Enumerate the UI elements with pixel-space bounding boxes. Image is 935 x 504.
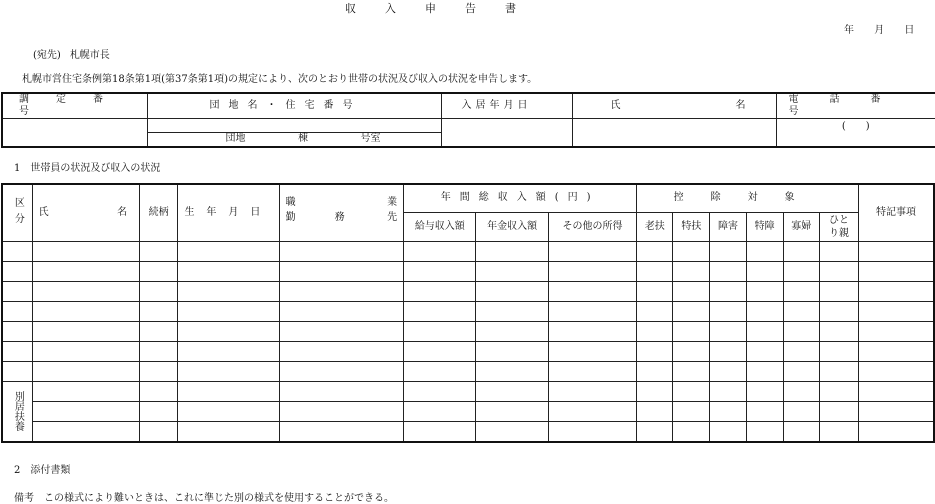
addressee xyxy=(33,46,110,61)
entry-cell[interactable] xyxy=(548,282,636,302)
note-text: この様式により難いときは、これに準じた別の様式を使用することができる。 xyxy=(44,493,394,504)
entry-cell[interactable] xyxy=(404,282,476,302)
entry-cell[interactable] xyxy=(140,342,178,362)
entry-cell[interactable] xyxy=(279,302,404,322)
entry-cell[interactable] xyxy=(673,262,710,282)
entry-cell[interactable] xyxy=(548,422,636,442)
entry-cell[interactable] xyxy=(476,262,548,282)
entry-cell[interactable] xyxy=(746,342,783,362)
entry-cell[interactable] xyxy=(746,282,783,302)
kubun-cell xyxy=(2,302,32,322)
col-tokusho: 特障 xyxy=(746,212,783,241)
entry-cell[interactable] xyxy=(404,242,476,262)
entry-cell[interactable] xyxy=(279,342,404,362)
col-kubun: 区分 xyxy=(2,184,32,242)
entry-cell[interactable] xyxy=(476,402,548,422)
member-row xyxy=(2,362,934,382)
entry-cell[interactable] xyxy=(476,282,548,302)
entry-cell[interactable] xyxy=(746,402,783,422)
entry-cell[interactable] xyxy=(476,322,548,342)
entry-cell[interactable] xyxy=(637,362,673,382)
entry-cell[interactable] xyxy=(140,422,178,442)
entry-cell[interactable] xyxy=(279,362,404,382)
entry-cell[interactable] xyxy=(673,302,710,322)
entry-cell[interactable] xyxy=(637,422,673,442)
unit-mune: 棟 xyxy=(298,133,308,145)
phone-paren: ( ) xyxy=(777,119,935,133)
entry-cell[interactable] xyxy=(637,242,673,262)
col-rofu: 老扶 xyxy=(637,212,673,241)
entry-cell[interactable] xyxy=(32,322,139,342)
entry-cell[interactable] xyxy=(819,382,858,402)
entry-cell[interactable] xyxy=(140,282,178,302)
entry-cell[interactable] xyxy=(819,282,858,302)
date-line xyxy=(844,21,914,36)
household-members-table xyxy=(1,183,935,443)
separate-dependent-row xyxy=(2,422,934,442)
entry-cell[interactable] xyxy=(783,342,819,362)
entry-cell[interactable] xyxy=(819,422,858,442)
header-name-mei: 名 xyxy=(736,100,746,112)
entry-cell[interactable] xyxy=(404,262,476,282)
col-hitorioya: ひとり親 xyxy=(819,212,858,241)
entry-cell[interactable] xyxy=(673,242,710,262)
entry-cell[interactable] xyxy=(404,402,476,422)
entry-cell[interactable] xyxy=(859,262,934,282)
kubun-cell xyxy=(2,282,32,302)
kubun-cell xyxy=(2,322,32,342)
entry-cell[interactable] xyxy=(819,242,858,262)
entry-cell[interactable] xyxy=(32,302,139,322)
entry-cell[interactable] xyxy=(859,422,934,442)
entry-cell[interactable] xyxy=(32,282,139,302)
unit-danchi: 団地 xyxy=(226,133,246,145)
col-remarks: 特記事項 xyxy=(859,184,934,242)
entry-cell[interactable] xyxy=(783,362,819,382)
entry-cell[interactable] xyxy=(783,302,819,322)
entry-cell[interactable] xyxy=(548,302,636,322)
entry-cell[interactable] xyxy=(859,362,934,382)
entry-cell[interactable] xyxy=(404,342,476,362)
entry-cell[interactable] xyxy=(279,402,404,422)
entry-cell[interactable] xyxy=(32,342,139,362)
entry-cell[interactable] xyxy=(32,382,139,402)
danchi-field[interactable] xyxy=(147,119,441,147)
entry-cell[interactable] xyxy=(783,262,819,282)
entry-cell[interactable] xyxy=(673,282,710,302)
entry-cell[interactable] xyxy=(140,322,178,342)
entry-cell[interactable] xyxy=(746,422,783,442)
applicant-info-table xyxy=(1,92,935,148)
declaration-text: 札幌市営住宅条例第18条第1項(第37条第1項)の規定により、次のとおり世帯の状況及び収入の状況を申告します。 xyxy=(22,70,537,85)
addressee-name: 札幌市長 xyxy=(70,50,110,61)
entry-cell[interactable] xyxy=(32,262,139,282)
entry-cell[interactable] xyxy=(637,342,673,362)
entry-cell[interactable] xyxy=(819,302,858,322)
entry-cell[interactable] xyxy=(637,382,673,402)
entry-cell[interactable] xyxy=(710,242,746,262)
member-row xyxy=(2,282,934,302)
entry-cell[interactable] xyxy=(548,322,636,342)
col-tokufu: 特扶 xyxy=(673,212,710,241)
entry-cell[interactable] xyxy=(476,302,548,322)
col-other-income: その他の所得 xyxy=(548,212,636,241)
entry-cell[interactable] xyxy=(673,362,710,382)
entry-cell[interactable] xyxy=(637,282,673,302)
entry-cell[interactable] xyxy=(548,402,636,422)
entry-cell[interactable] xyxy=(673,422,710,442)
entry-cell[interactable] xyxy=(710,282,746,302)
entry-cell[interactable] xyxy=(746,242,783,262)
entry-cell[interactable] xyxy=(404,302,476,322)
entry-cell[interactable] xyxy=(819,322,858,342)
entry-cell[interactable] xyxy=(178,322,279,342)
col-deduct-group: 控除対象 xyxy=(637,184,859,212)
entry-cell[interactable] xyxy=(404,362,476,382)
entry-cell[interactable] xyxy=(279,262,404,282)
separate-dependent-row xyxy=(2,402,934,422)
unit-room: 号室 xyxy=(361,133,381,145)
header-nyukyo xyxy=(441,93,572,119)
entry-cell[interactable] xyxy=(279,422,404,442)
kubun-cell xyxy=(2,342,32,362)
entry-cell[interactable] xyxy=(140,242,178,262)
member-row xyxy=(2,342,934,362)
header-chotei-bango xyxy=(2,93,147,119)
entry-cell[interactable] xyxy=(859,382,934,402)
document-title: 収入申告書 xyxy=(345,0,545,16)
entry-cell[interactable] xyxy=(140,362,178,382)
addressee-prefix: (宛先) xyxy=(33,50,61,61)
entry-cell[interactable] xyxy=(404,382,476,402)
col-income-group: 年間総収入額(円) xyxy=(404,184,637,212)
entry-cell[interactable] xyxy=(178,382,279,402)
entry-cell[interactable] xyxy=(178,302,279,322)
entry-cell[interactable] xyxy=(783,322,819,342)
entry-cell[interactable] xyxy=(859,302,934,322)
entry-cell[interactable] xyxy=(140,262,178,282)
entry-cell[interactable] xyxy=(140,382,178,402)
entry-cell[interactable] xyxy=(746,322,783,342)
entry-cell[interactable] xyxy=(548,362,636,382)
entry-cell[interactable] xyxy=(710,382,746,402)
header-name xyxy=(572,93,776,119)
entry-cell[interactable] xyxy=(710,422,746,442)
entry-cell[interactable] xyxy=(710,402,746,422)
entry-cell[interactable] xyxy=(178,262,279,282)
entry-cell[interactable] xyxy=(178,242,279,262)
entry-cell[interactable] xyxy=(637,302,673,322)
entry-cell[interactable] xyxy=(819,342,858,362)
date-day: 日 xyxy=(904,25,914,36)
entry-cell[interactable] xyxy=(404,322,476,342)
entry-cell[interactable] xyxy=(637,262,673,282)
header-name-sei: 氏 xyxy=(611,100,621,112)
entry-cell[interactable] xyxy=(783,382,819,402)
header-phone-label: 電話番号 xyxy=(789,94,912,117)
section-2-heading: 2 添付書類 xyxy=(14,461,70,476)
entry-cell[interactable] xyxy=(710,322,746,342)
entry-cell[interactable] xyxy=(819,362,858,382)
entry-cell[interactable] xyxy=(710,262,746,282)
name-field[interactable] xyxy=(572,119,776,147)
entry-cell[interactable] xyxy=(859,342,934,362)
member-row xyxy=(2,322,934,342)
col-job: 職 業 勤 務 先 xyxy=(279,184,404,242)
entry-cell[interactable] xyxy=(637,402,673,422)
entry-cell[interactable] xyxy=(279,382,404,402)
col-salary: 給与収入額 xyxy=(404,212,476,241)
member-row xyxy=(2,242,934,262)
entry-cell[interactable] xyxy=(178,422,279,442)
entry-cell[interactable] xyxy=(548,242,636,262)
entry-cell[interactable] xyxy=(548,382,636,402)
header-danchi xyxy=(147,93,441,119)
entry-cell[interactable] xyxy=(32,362,139,382)
note-label: 備考 xyxy=(14,493,34,504)
entry-cell[interactable] xyxy=(32,242,139,262)
date-year: 年 xyxy=(844,25,854,36)
entry-cell[interactable] xyxy=(746,382,783,402)
header-nyukyo-label: 入居年月日 xyxy=(462,100,532,111)
entry-cell[interactable] xyxy=(637,322,673,342)
entry-cell[interactable] xyxy=(32,422,139,442)
entry-cell[interactable] xyxy=(140,302,178,322)
entry-cell[interactable] xyxy=(476,342,548,362)
nyukyo-field[interactable] xyxy=(441,119,572,147)
entry-cell[interactable] xyxy=(279,322,404,342)
entry-cell[interactable] xyxy=(279,282,404,302)
entry-cell[interactable] xyxy=(783,422,819,442)
kubun-cell xyxy=(2,362,32,382)
kubun-cell xyxy=(2,262,32,282)
date-month: 月 xyxy=(874,25,884,36)
col-pension: 年金収入額 xyxy=(476,212,548,241)
entry-cell[interactable] xyxy=(673,402,710,422)
entry-cell[interactable] xyxy=(746,302,783,322)
entry-cell[interactable] xyxy=(673,342,710,362)
entry-cell[interactable] xyxy=(476,242,548,262)
separate-dependent-text: 別居扶養 xyxy=(11,391,23,431)
col-relation: 続柄 xyxy=(140,184,178,242)
entry-cell[interactable] xyxy=(710,342,746,362)
entry-cell[interactable] xyxy=(178,342,279,362)
entry-cell[interactable] xyxy=(673,322,710,342)
entry-cell[interactable] xyxy=(859,402,934,422)
entry-cell[interactable] xyxy=(783,282,819,302)
col-birth: 生年月日 xyxy=(178,184,279,242)
entry-cell[interactable] xyxy=(746,262,783,282)
kubun-cell xyxy=(2,242,32,262)
entry-cell[interactable] xyxy=(178,362,279,382)
entry-cell[interactable] xyxy=(548,262,636,282)
chotei-bango-field[interactable] xyxy=(2,119,147,147)
entry-cell[interactable] xyxy=(746,362,783,382)
entry-cell[interactable] xyxy=(476,362,548,382)
entry-cell[interactable] xyxy=(548,342,636,362)
entry-cell[interactable] xyxy=(783,402,819,422)
entry-cell[interactable] xyxy=(710,302,746,322)
entry-cell[interactable] xyxy=(819,262,858,282)
member-row xyxy=(2,262,934,282)
phone-field[interactable] xyxy=(776,119,935,147)
entry-cell[interactable] xyxy=(476,422,548,442)
section-1-heading: 1 世帯員の状況及び収入の状況 xyxy=(14,159,160,174)
entry-cell[interactable] xyxy=(710,362,746,382)
entry-cell[interactable] xyxy=(859,322,934,342)
col-name: 氏 名 xyxy=(32,184,139,242)
entry-cell[interactable] xyxy=(859,282,934,302)
separate-dependent-label xyxy=(2,382,32,442)
entry-cell[interactable] xyxy=(783,242,819,262)
entry-cell[interactable] xyxy=(859,242,934,262)
entry-cell[interactable] xyxy=(178,402,279,422)
header-chotei-label: 調定番号 xyxy=(13,94,137,118)
entry-cell[interactable] xyxy=(279,242,404,262)
col-kafu: 寡婦 xyxy=(783,212,819,241)
col-shogai: 障害 xyxy=(710,212,746,241)
entry-cell[interactable] xyxy=(178,282,279,302)
separate-dependent-row xyxy=(2,382,934,402)
entry-cell[interactable] xyxy=(140,402,178,422)
entry-cell[interactable] xyxy=(404,422,476,442)
header-danchi-label: 団地名・住宅番号 xyxy=(210,100,362,111)
header-phone xyxy=(776,93,935,119)
member-row xyxy=(2,302,934,322)
entry-cell[interactable] xyxy=(32,402,139,422)
entry-cell[interactable] xyxy=(476,382,548,402)
entry-cell[interactable] xyxy=(819,402,858,422)
entry-cell[interactable] xyxy=(673,382,710,402)
